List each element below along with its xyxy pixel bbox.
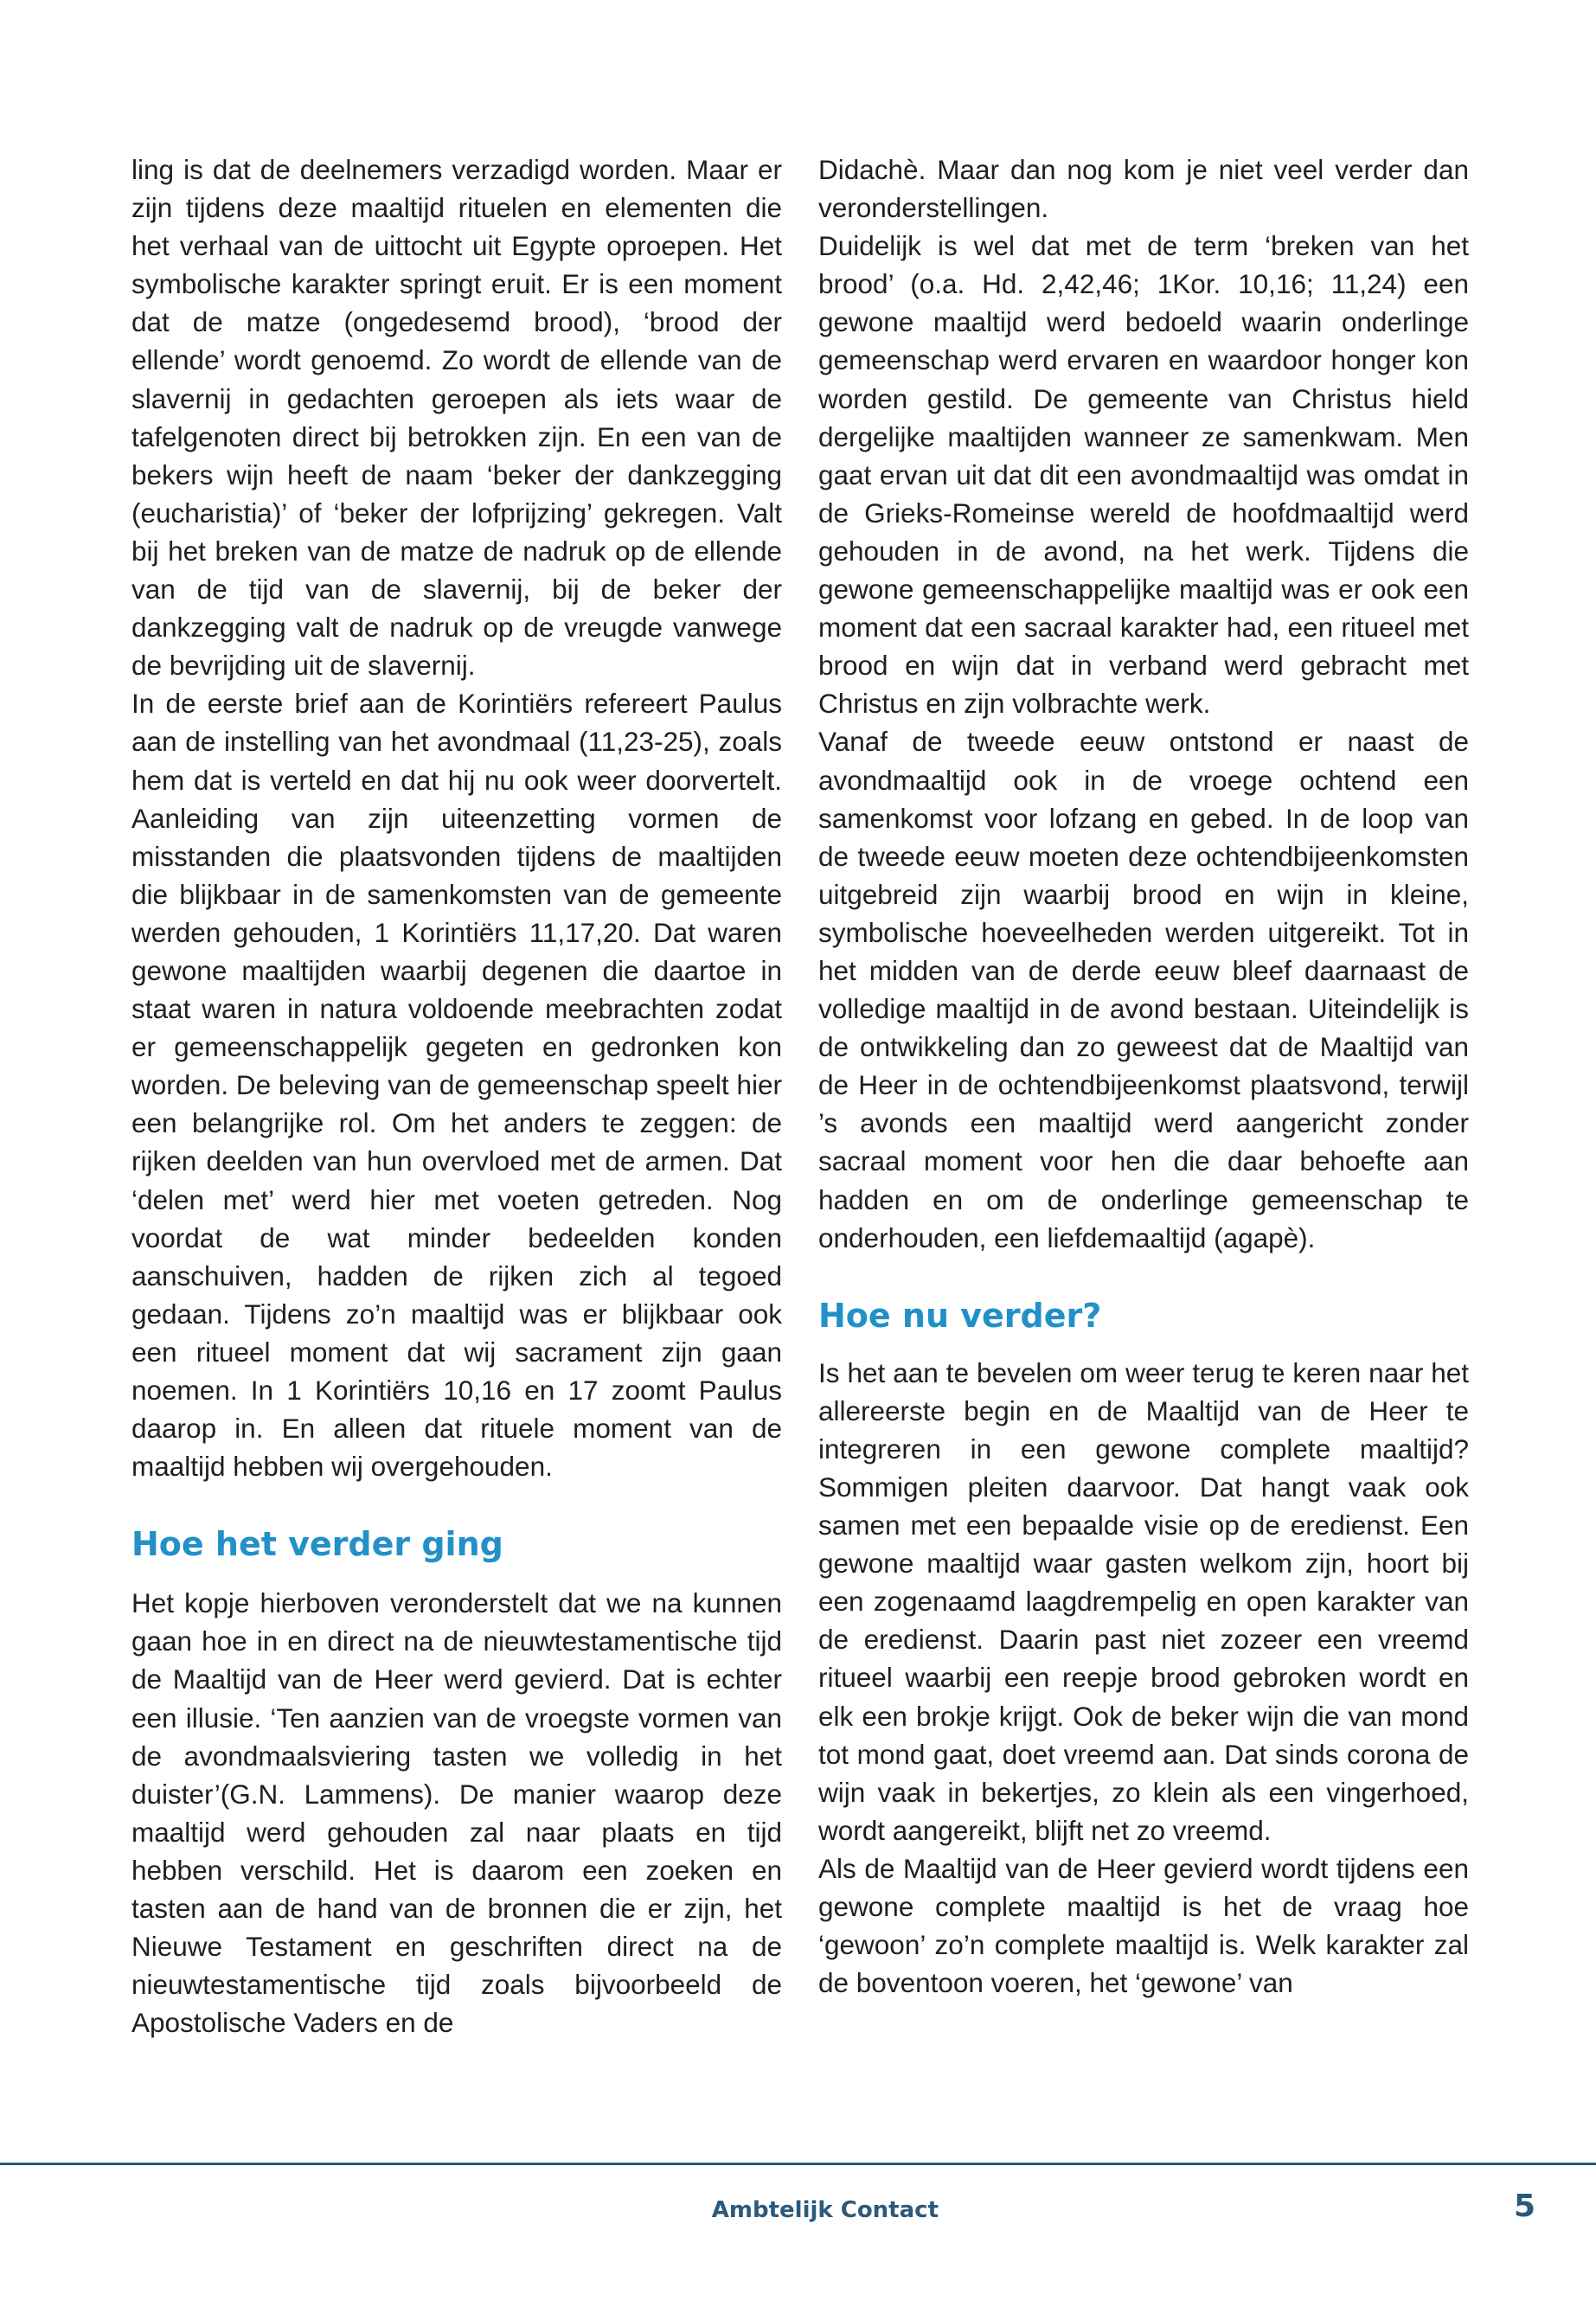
paragraph: In de eerste brief aan de Korintiërs refereert Paulus aan de instelling van het avondmaal (11,23-25), zoals hem dat is verteld en dat hij nu ook weer doorvertelt. Aanleiding van zijn uiteenzetting vormen de misstanden die plaatsvonden tijdens de maaltijden die blijkbaar in de samenkomsten van de gemeente werden gehouden, 1 Korintiërs 11,17,20. Dat waren gewone maaltijden waarbij degenen die daartoe in staat waren in natura voldoende meebrachten zodat er gemeenschappelijk gegeten en gedronken kon worden. De beleving van de gemeenschap speelt hier een belangrijke rol. Om het anders te zeggen: de rijken deelden van hun overvloed met de armen. Dat ‘delen met’ werd hier met voeten getreden. Nog voordat de wat minder bedeelden konden aanschuiven, hadden de rijken zich al tegoed gedaan. Tijdens zo’n maaltijd was er blijkbaar ook een ritueel moment dat wij sacrament zijn gaan noemen. In 1 Korintiërs 10,16 en 17 zoomt Paulus daarop in. En alleen dat rituele moment van de maaltijd hebben wij overgehouden. <box>131 688 782 1483</box>
footer-publication-title: Ambtelijk Contact <box>711 2197 939 2223</box>
right-column <box>818 151 1469 2002</box>
section-heading: Hoe nu verder? <box>818 1296 1102 1335</box>
page-number: 5 <box>1514 2189 1536 2224</box>
left-column <box>131 151 782 2041</box>
footer-divider <box>0 2163 1596 2165</box>
paragraph: Is het aan te bevelen om weer terug te keren naar het allereerste begin en de Maaltijd van de Heer te integreren in een gewone complete maaltijd? Sommigen pleiten daarvoor. Dat hangt vaak ook samen met een bepaalde visie op de eredienst. Een gewone maaltijd waar gasten welkom zijn, hoort bij een zogenaamd laagdrempelig en open karakter van de eredienst. Daarin past niet zozeer een vreemd ritueel waarbij een reepje brood gebroken wordt en elk een brokje krijgt. Ook de beker wijn die van mond tot mond gaat, doet vreemd aan. Dat sinds corona de wijn vaak in bekertjes, zo klein als een vingerhoed, wordt aangereikt, blijft net zo vreemd. <box>818 1356 1469 1846</box>
paragraph: ling is dat de deelnemers verzadigd worden. Maar er zijn tijdens deze maaltijd rituelen en elementen die het verhaal van de uittocht uit Egypte oproepen. Het symbolische karakter springt eruit. Er is een moment dat de matze (ongedesemd brood), ‘brood der ellende’ wordt genoemd. Zo wordt de ellende van de slavernij in gedachten geroepen als iets waar de tafelgenoten direct bij betrokken zijn. En een van de bekers wijn heeft de naam ‘beker der dankzegging (eucharistia)’ of ‘beker der lofprijzing’ gekregen. Valt bij het breken van de matze de nadruk op de ellende van de tijd van de slavernij, bij de beker der dankzegging valt de nadruk op de vreugde vanwege de bevrijding uit de slavernij. <box>131 154 782 682</box>
section-heading: Hoe het verder ging <box>131 1525 503 1564</box>
paragraph: Didachè. Maar dan nog kom je niet veel verder dan veronderstellingen. <box>818 154 1469 224</box>
paragraph: Het kopje hierboven veronderstelt dat we na kunnen gaan hoe in en direct na de nieuwtestamentische tijd de Maaltijd van de Heer werd gevierd. Dat is echter een illusie. ‘Ten aanzien van de vroegste vormen van de avondmaalsviering tasten we volledig in het duister’(G.N. Lammens). De manier waarop deze maaltijd werd gehouden zal naar plaats en tijd hebben verschild. Het is daarom een zoeken en tasten aan de hand van de bronnen die er zijn, het Nieuwe Testament en geschriften direct na de nieuwtestamentische tijd zoals bijvoorbeeld de Apostolische Vaders en de <box>131 1587 782 2039</box>
paragraph: Duidelijk is wel dat met de term ‘breken van het brood’ (o.a. Hd. 2,42,46; 1Kor. 10,16; 11,24) een gewone maaltijd werd bedoeld waarin onderlinge gemeenschap werd ervaren en waardoor honger kon worden gestild. De gemeente van Christus hield dergelijke maaltijden wanneer ze samenkwam. Men gaat ervan uit dat dit een avondmaaltijd was omdat in de Grieks-Romeinse wereld de hoofdmaaltijd werd gehouden in de avond, na het werk. Tijdens die gewone gemeenschappelijke maaltijd was er ook een moment dat een sacraal karakter had, een ritueel met brood en wijn dat in verband werd gebracht met Christus en zijn volbrachte werk. <box>818 230 1469 720</box>
paragraph: Vanaf de tweede eeuw ontstond er naast de avondmaaltijd ook in de vroege ochtend een samenkomst voor lofzang en gebed. In de loop van de tweede eeuw moeten deze ochtendbijeenkomsten uitgebreid zijn waarbij brood en wijn in kleine, symbolische hoeveelheden werden uitgereikt. Tot in het midden van de derde eeuw bleef daarnaast de volledige maaltijd in de avond bestaan. Uiteindelijk is de ontwikkeling dan zo geweest dat de Maaltijd van de Heer in de ochtendbijeenkomst plaatsvond, terwijl ’s avonds een maaltijd werd aangericht zonder sacraal moment voor hen die daar behoefte aan hadden en om de onderlinge gemeenschap te onderhouden, een liefdemaaltijd (agapè). <box>818 726 1469 1253</box>
paragraph: Als de Maaltijd van de Heer gevierd wordt tijdens een gewone complete maaltijd is het de vraag hoe ‘gewoon’ zo’n complete maaltijd is. Welk karakter zal de boventoon voeren, het ‘gewone’ van <box>818 1852 1469 1999</box>
